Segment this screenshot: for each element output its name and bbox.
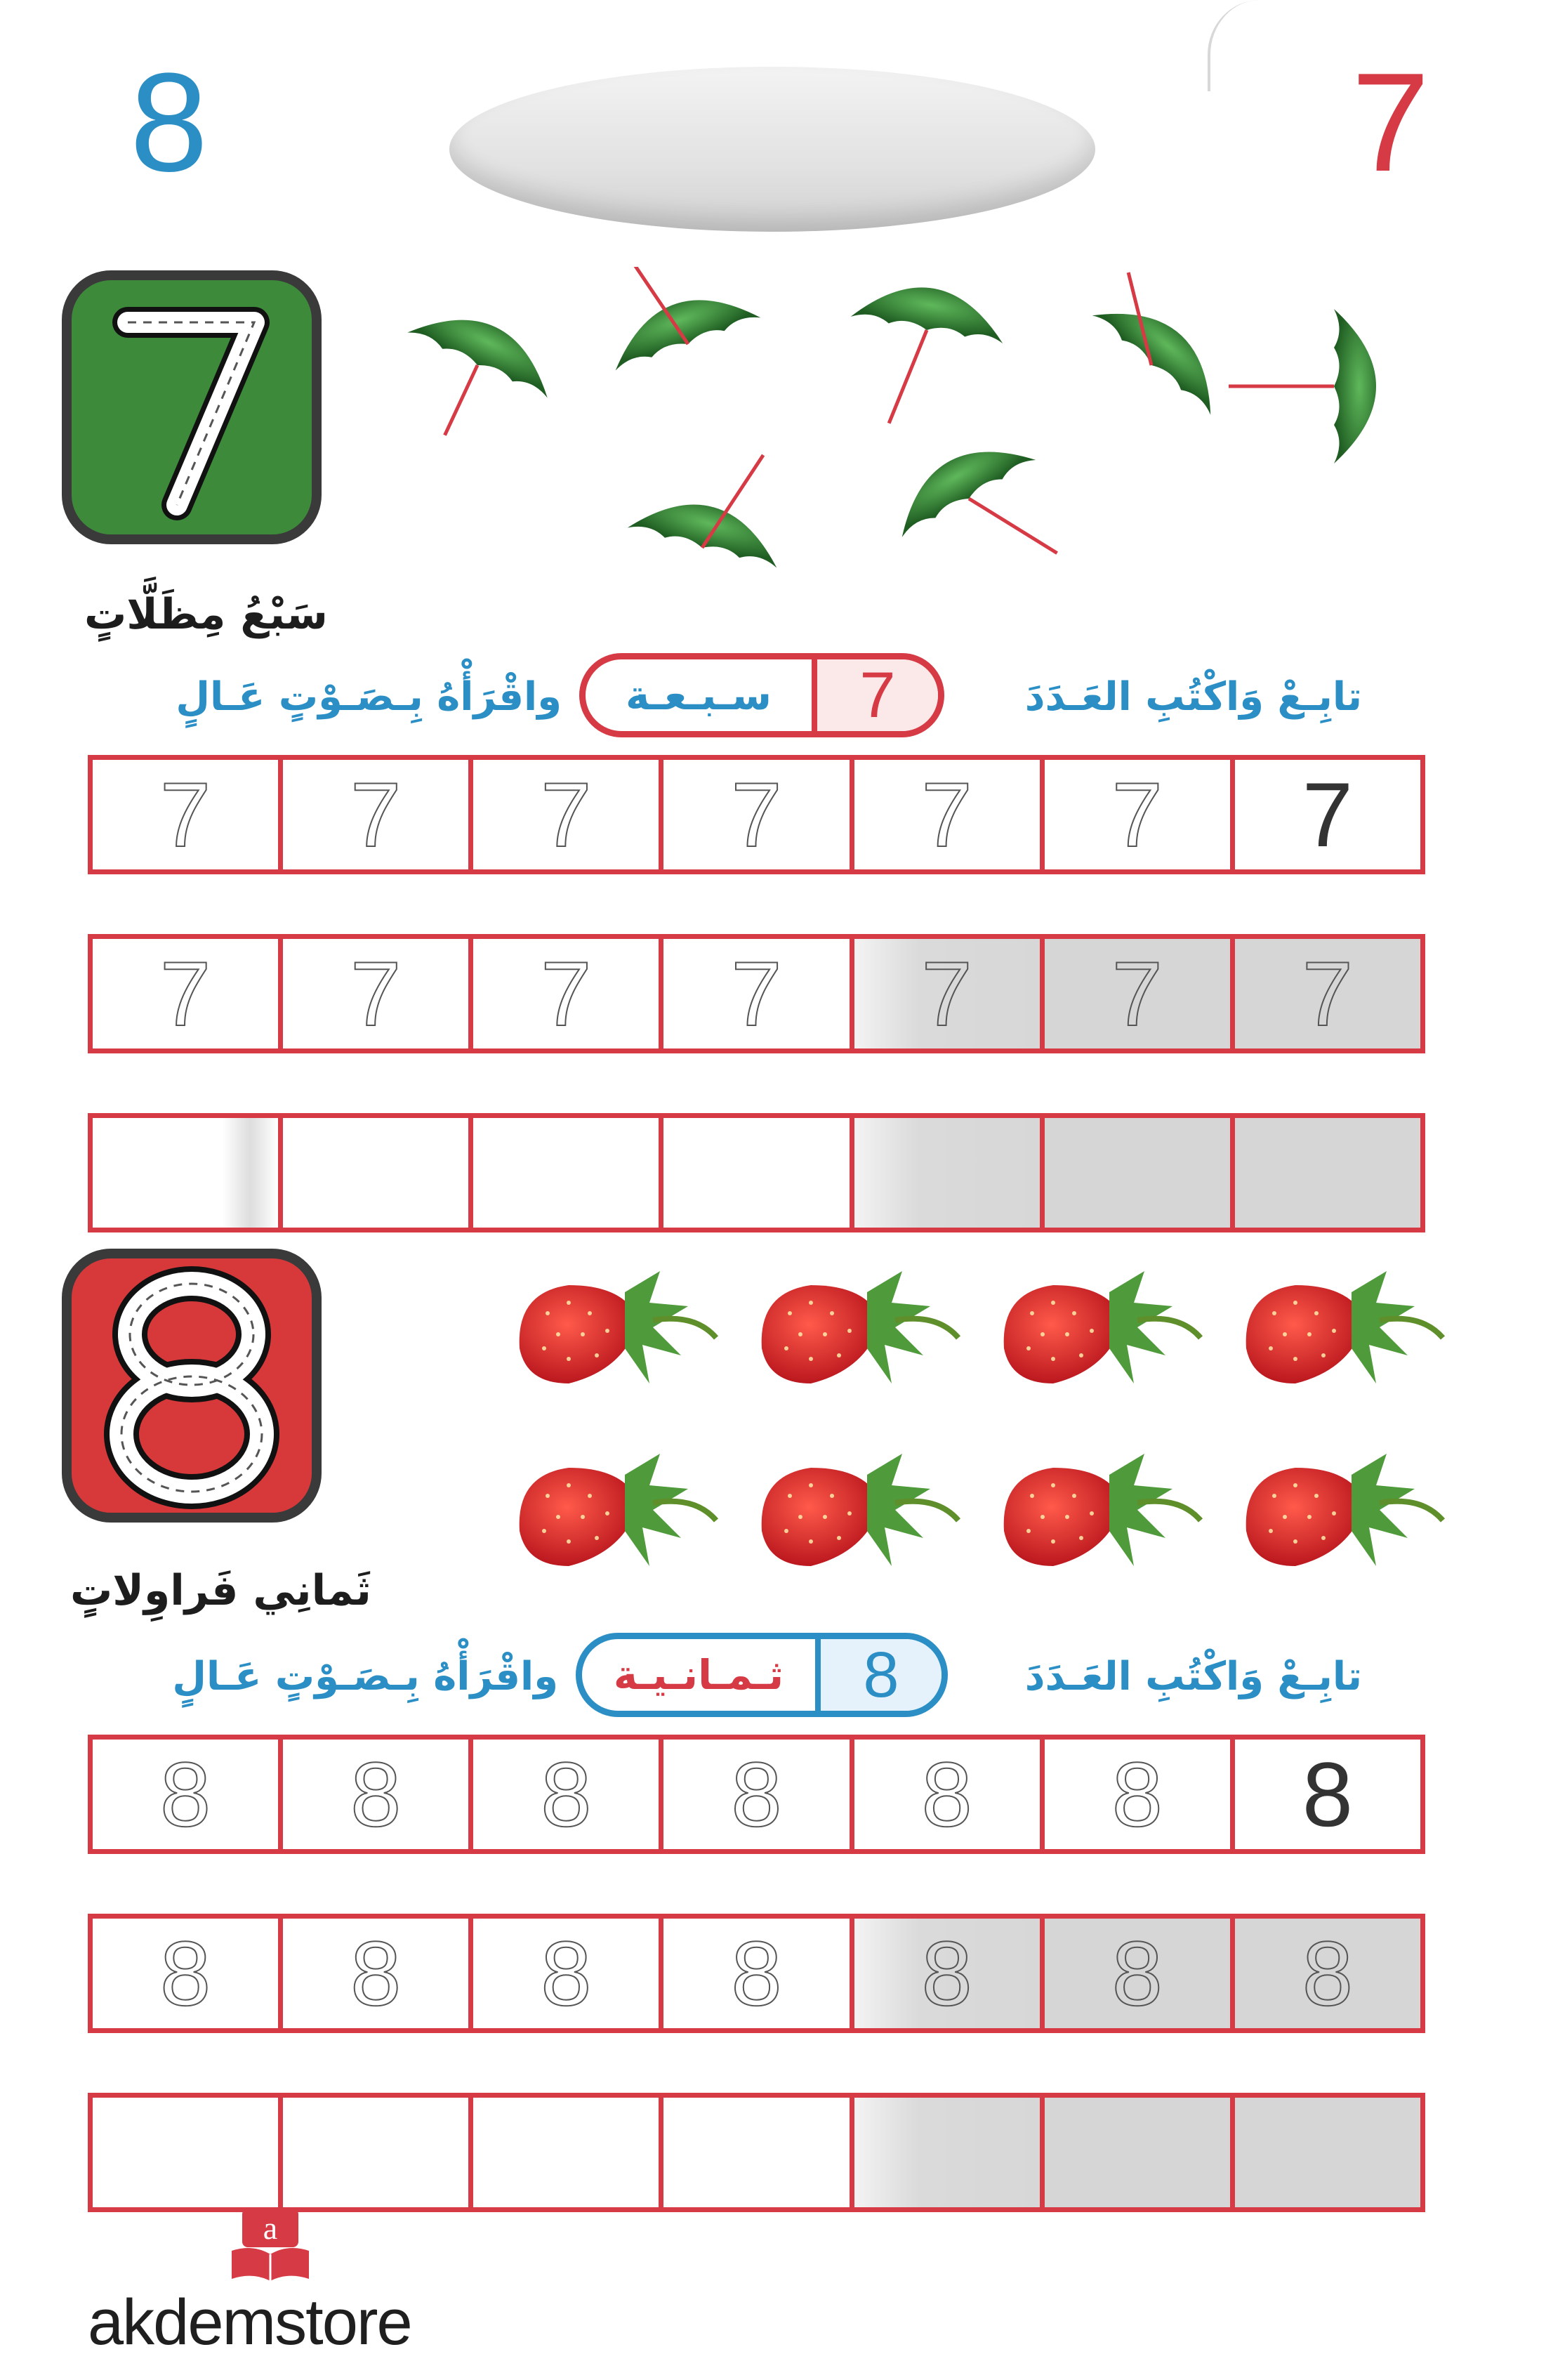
svg-text:a: a <box>263 2210 278 2246</box>
number-word-pill-8 <box>576 1633 948 1717</box>
tracing-row-8-1 <box>88 1735 1425 1854</box>
tracing-cell[interactable]: 7 <box>1045 939 1235 1048</box>
tracing-cell[interactable]: 8 <box>663 1919 854 2028</box>
instruction-follow-write-8: تابِـعْ وَاكْتُبِ العَـدَدَ <box>1024 1654 1362 1699</box>
tracing-cell[interactable]: 7 <box>1045 760 1235 869</box>
umbrella-icon <box>379 294 565 468</box>
writing-row-7-3 <box>88 1113 1425 1232</box>
tracing-cell[interactable]: 8 <box>473 1919 663 2028</box>
tracing-row-7-2 <box>88 934 1425 1053</box>
tracing-cell[interactable]: 8 <box>854 1919 1045 2028</box>
strawberry-icon <box>762 1271 958 1383</box>
tracing-cell[interactable]: 8 <box>283 1740 473 1849</box>
tracing-cell[interactable]: 8 <box>93 1740 283 1849</box>
tracing-row-7-1 <box>88 755 1425 874</box>
tracing-cell[interactable]: 8 <box>1235 1919 1420 2028</box>
pill-number-7: 7 <box>812 659 938 731</box>
model-cell: 7 <box>1302 763 1354 866</box>
binder-tab-cutout <box>449 67 1095 232</box>
strawberry-icon <box>520 1271 716 1383</box>
tracing-cell[interactable]: 8 <box>1045 1919 1235 2028</box>
book-logo-icon <box>228 2205 312 2282</box>
tracing-cell[interactable]: 8 <box>93 1919 283 2028</box>
right-page-number: 7 <box>1352 44 1430 201</box>
caption-seven-umbrellas: سَبْعُ مِظَلَّاتٍ <box>84 590 328 639</box>
strawberry-icon <box>1004 1271 1201 1383</box>
writing-row-8-3 <box>88 2093 1425 2212</box>
number-8-tile <box>62 1249 322 1523</box>
instruction-read-aloud-8: واقْرَأْهُ بِـصَـوْتٍ عَـالٍ <box>172 1654 558 1699</box>
writing-cell[interactable] <box>663 1118 854 1228</box>
writing-cell[interactable] <box>283 2098 473 2207</box>
tracing-cell[interactable]: 7 <box>1235 939 1420 1048</box>
instruction-read-aloud-7: واقْرَأْهُ بِـصَـوْتٍ عَـالٍ <box>176 674 562 720</box>
strawberry-pictures <box>506 1250 1488 1615</box>
page-curl <box>1208 0 1295 91</box>
umbrella-pictures <box>379 267 1432 632</box>
writing-cell[interactable] <box>854 1118 1045 1228</box>
left-page-number: 8 <box>130 44 209 201</box>
tracing-cell[interactable]: 8 <box>1045 1740 1235 1849</box>
tracing-cell[interactable]: 8 <box>283 1919 473 2028</box>
umbrella-icon <box>577 267 760 371</box>
tracing-cell[interactable]: 7 <box>854 939 1045 1048</box>
writing-cell[interactable] <box>93 1118 283 1228</box>
caption-eight-strawberries: ثَمانِي فَراوِلاتٍ <box>70 1566 371 1615</box>
tracing-cell[interactable]: 7 <box>473 760 663 869</box>
pill-word-seven: سـبـعـة <box>625 671 772 719</box>
tracing-cell[interactable]: 7 <box>663 760 854 869</box>
pill-number-8: 8 <box>815 1639 942 1711</box>
tracing-cell[interactable]: 8 <box>854 1740 1045 1849</box>
writing-cell[interactable] <box>1045 1118 1235 1228</box>
tracing-cell[interactable]: 7 <box>854 760 1045 869</box>
writing-cell[interactable] <box>1235 2098 1420 2207</box>
writing-cell[interactable] <box>1235 1118 1420 1228</box>
pill-word-eight: ثـمـانـيـة <box>613 1651 784 1699</box>
number-7-tile <box>62 270 322 544</box>
writing-cell[interactable] <box>1045 2098 1235 2207</box>
umbrella-icon <box>1092 272 1247 415</box>
writing-cell[interactable] <box>663 2098 854 2207</box>
umbrella-icon <box>1229 309 1376 463</box>
tracing-row-8-2 <box>88 1914 1425 2033</box>
strawberry-icon <box>1246 1271 1443 1383</box>
writing-cell[interactable] <box>854 2098 1045 2207</box>
writing-cell[interactable] <box>473 2098 663 2207</box>
tracing-cell[interactable]: 7 <box>473 939 663 1048</box>
writing-cell[interactable] <box>93 2098 283 2207</box>
tracing-cell[interactable]: 7 <box>93 760 283 869</box>
writing-cell[interactable] <box>283 1118 473 1228</box>
tracing-cell[interactable]: 8 <box>473 1740 663 1849</box>
strawberry-icon <box>1004 1454 1201 1566</box>
watermark-text: akdemstore <box>88 2287 411 2358</box>
umbrella-icon <box>628 426 804 568</box>
strawberry-icon <box>1246 1454 1443 1566</box>
strawberry-icon <box>762 1454 958 1566</box>
umbrella-icon <box>833 275 1010 440</box>
tracing-cell[interactable]: 8 <box>663 1740 854 1849</box>
instruction-follow-write-7: تابِـعْ وَاكْتُبِ العَـدَدَ <box>1024 674 1362 720</box>
tracing-cell[interactable]: 7 <box>283 939 473 1048</box>
tracing-cell[interactable]: 7 <box>283 760 473 869</box>
strawberry-icon <box>520 1454 716 1566</box>
number-word-pill-7 <box>579 653 944 737</box>
model-cell: 8 <box>1302 1743 1354 1846</box>
umbrella-icon <box>881 423 1082 617</box>
tracing-cell[interactable]: 7 <box>93 939 283 1048</box>
writing-cell[interactable] <box>473 1118 663 1228</box>
tracing-cell[interactable]: 7 <box>663 939 854 1048</box>
